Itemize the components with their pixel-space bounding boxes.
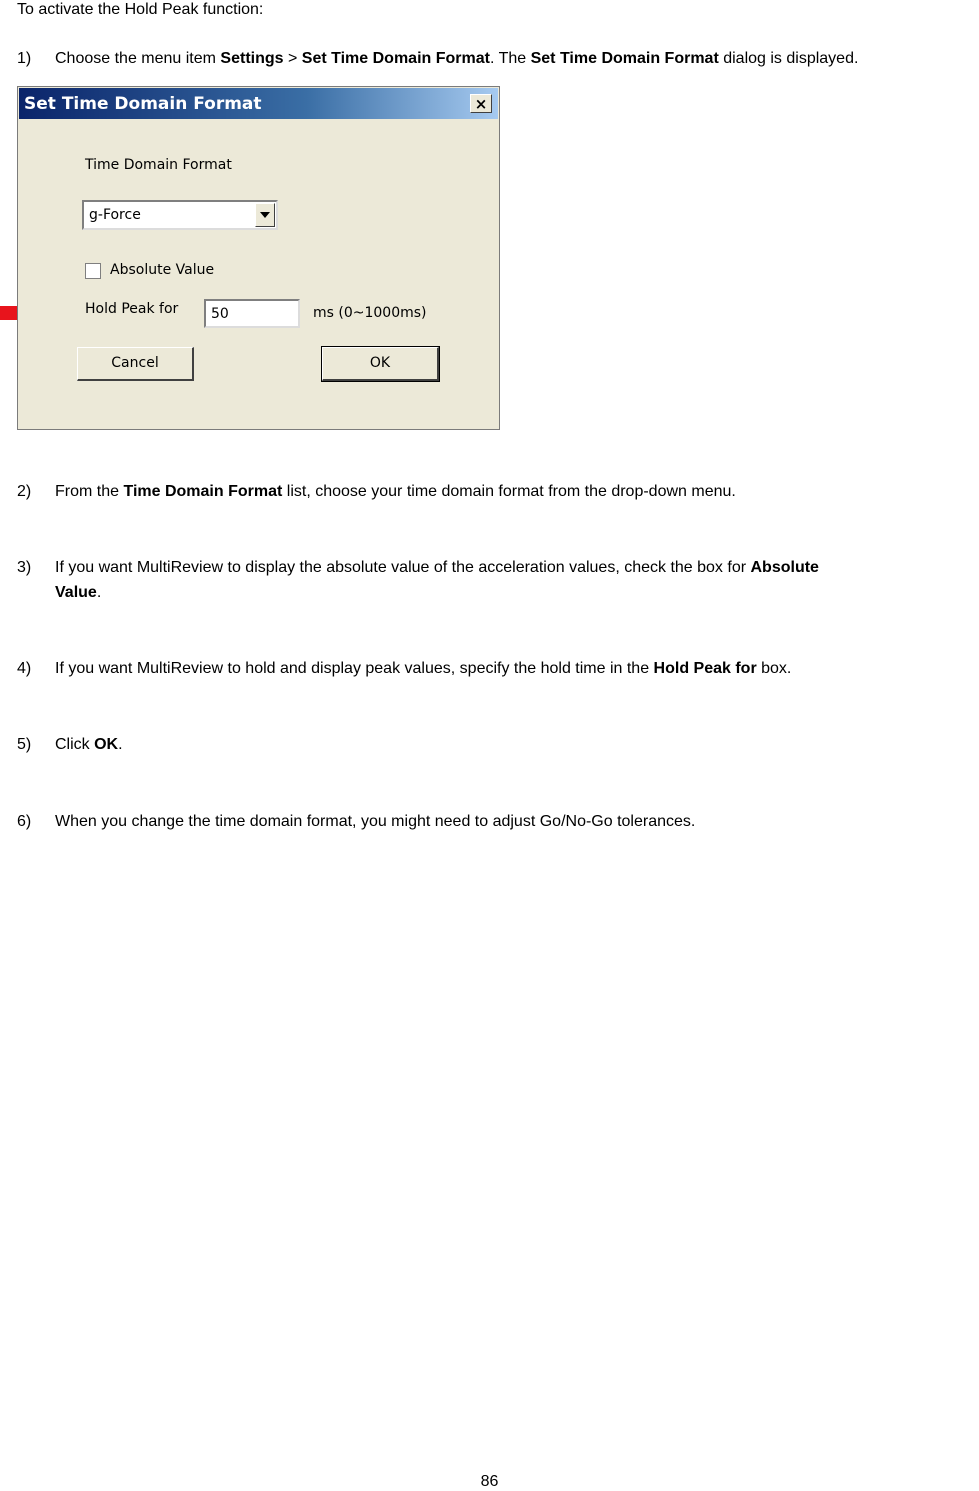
time-domain-format-label: Time Domain Format xyxy=(85,157,232,173)
hold-peak-input[interactable] xyxy=(204,299,300,328)
hold-peak-unit: ms (0~1000ms) xyxy=(313,305,427,321)
step-text: Click OK. xyxy=(55,736,123,753)
hold-peak-label: Hold Peak for xyxy=(85,301,179,317)
dialog-title: Set Time Domain Format xyxy=(24,94,262,114)
step-text: When you change the time domain format, you might need to adjust Go/No-Go tolerances. xyxy=(55,813,696,830)
ok-button[interactable]: OK xyxy=(322,347,439,381)
step-number: 5) xyxy=(17,736,32,753)
step-text-continued: Value. xyxy=(55,584,102,601)
step-text: From the Time Domain Format list, choose your time domain format from the drop-down menu. xyxy=(55,483,736,500)
dialog-titlebar xyxy=(19,88,498,119)
step-number: 6) xyxy=(17,813,32,830)
step-text: If you want MultiReview to display the absolute value of the acceleration values, check the box for Absolute xyxy=(55,559,819,576)
time-domain-format-select[interactable] xyxy=(82,200,278,230)
step-number: 3) xyxy=(17,559,32,576)
step-number: 2) xyxy=(17,483,32,500)
close-button[interactable]: × xyxy=(470,94,492,113)
absolute-value-checkbox[interactable] xyxy=(85,263,101,279)
intro-text: To activate the Hold Peak function: xyxy=(17,1,264,18)
chevron-down-icon[interactable] xyxy=(255,203,275,227)
step-number: 4) xyxy=(17,660,32,677)
select-value: g-Force xyxy=(89,207,141,223)
page-number: 86 xyxy=(480,1473,499,1490)
step-text: Choose the menu item Settings > Set Time Domain Format. The Set Time Domain Format dialog is displayed. xyxy=(55,50,859,67)
absolute-value-label[interactable]: Absolute Value xyxy=(110,262,215,278)
set-time-domain-format-dialog xyxy=(17,86,500,430)
step-number: 1) xyxy=(17,50,32,67)
step-text: If you want MultiReview to hold and display peak values, specify the hold time in the Hold Peak for box. xyxy=(55,660,792,677)
cancel-button[interactable]: Cancel xyxy=(77,347,194,381)
